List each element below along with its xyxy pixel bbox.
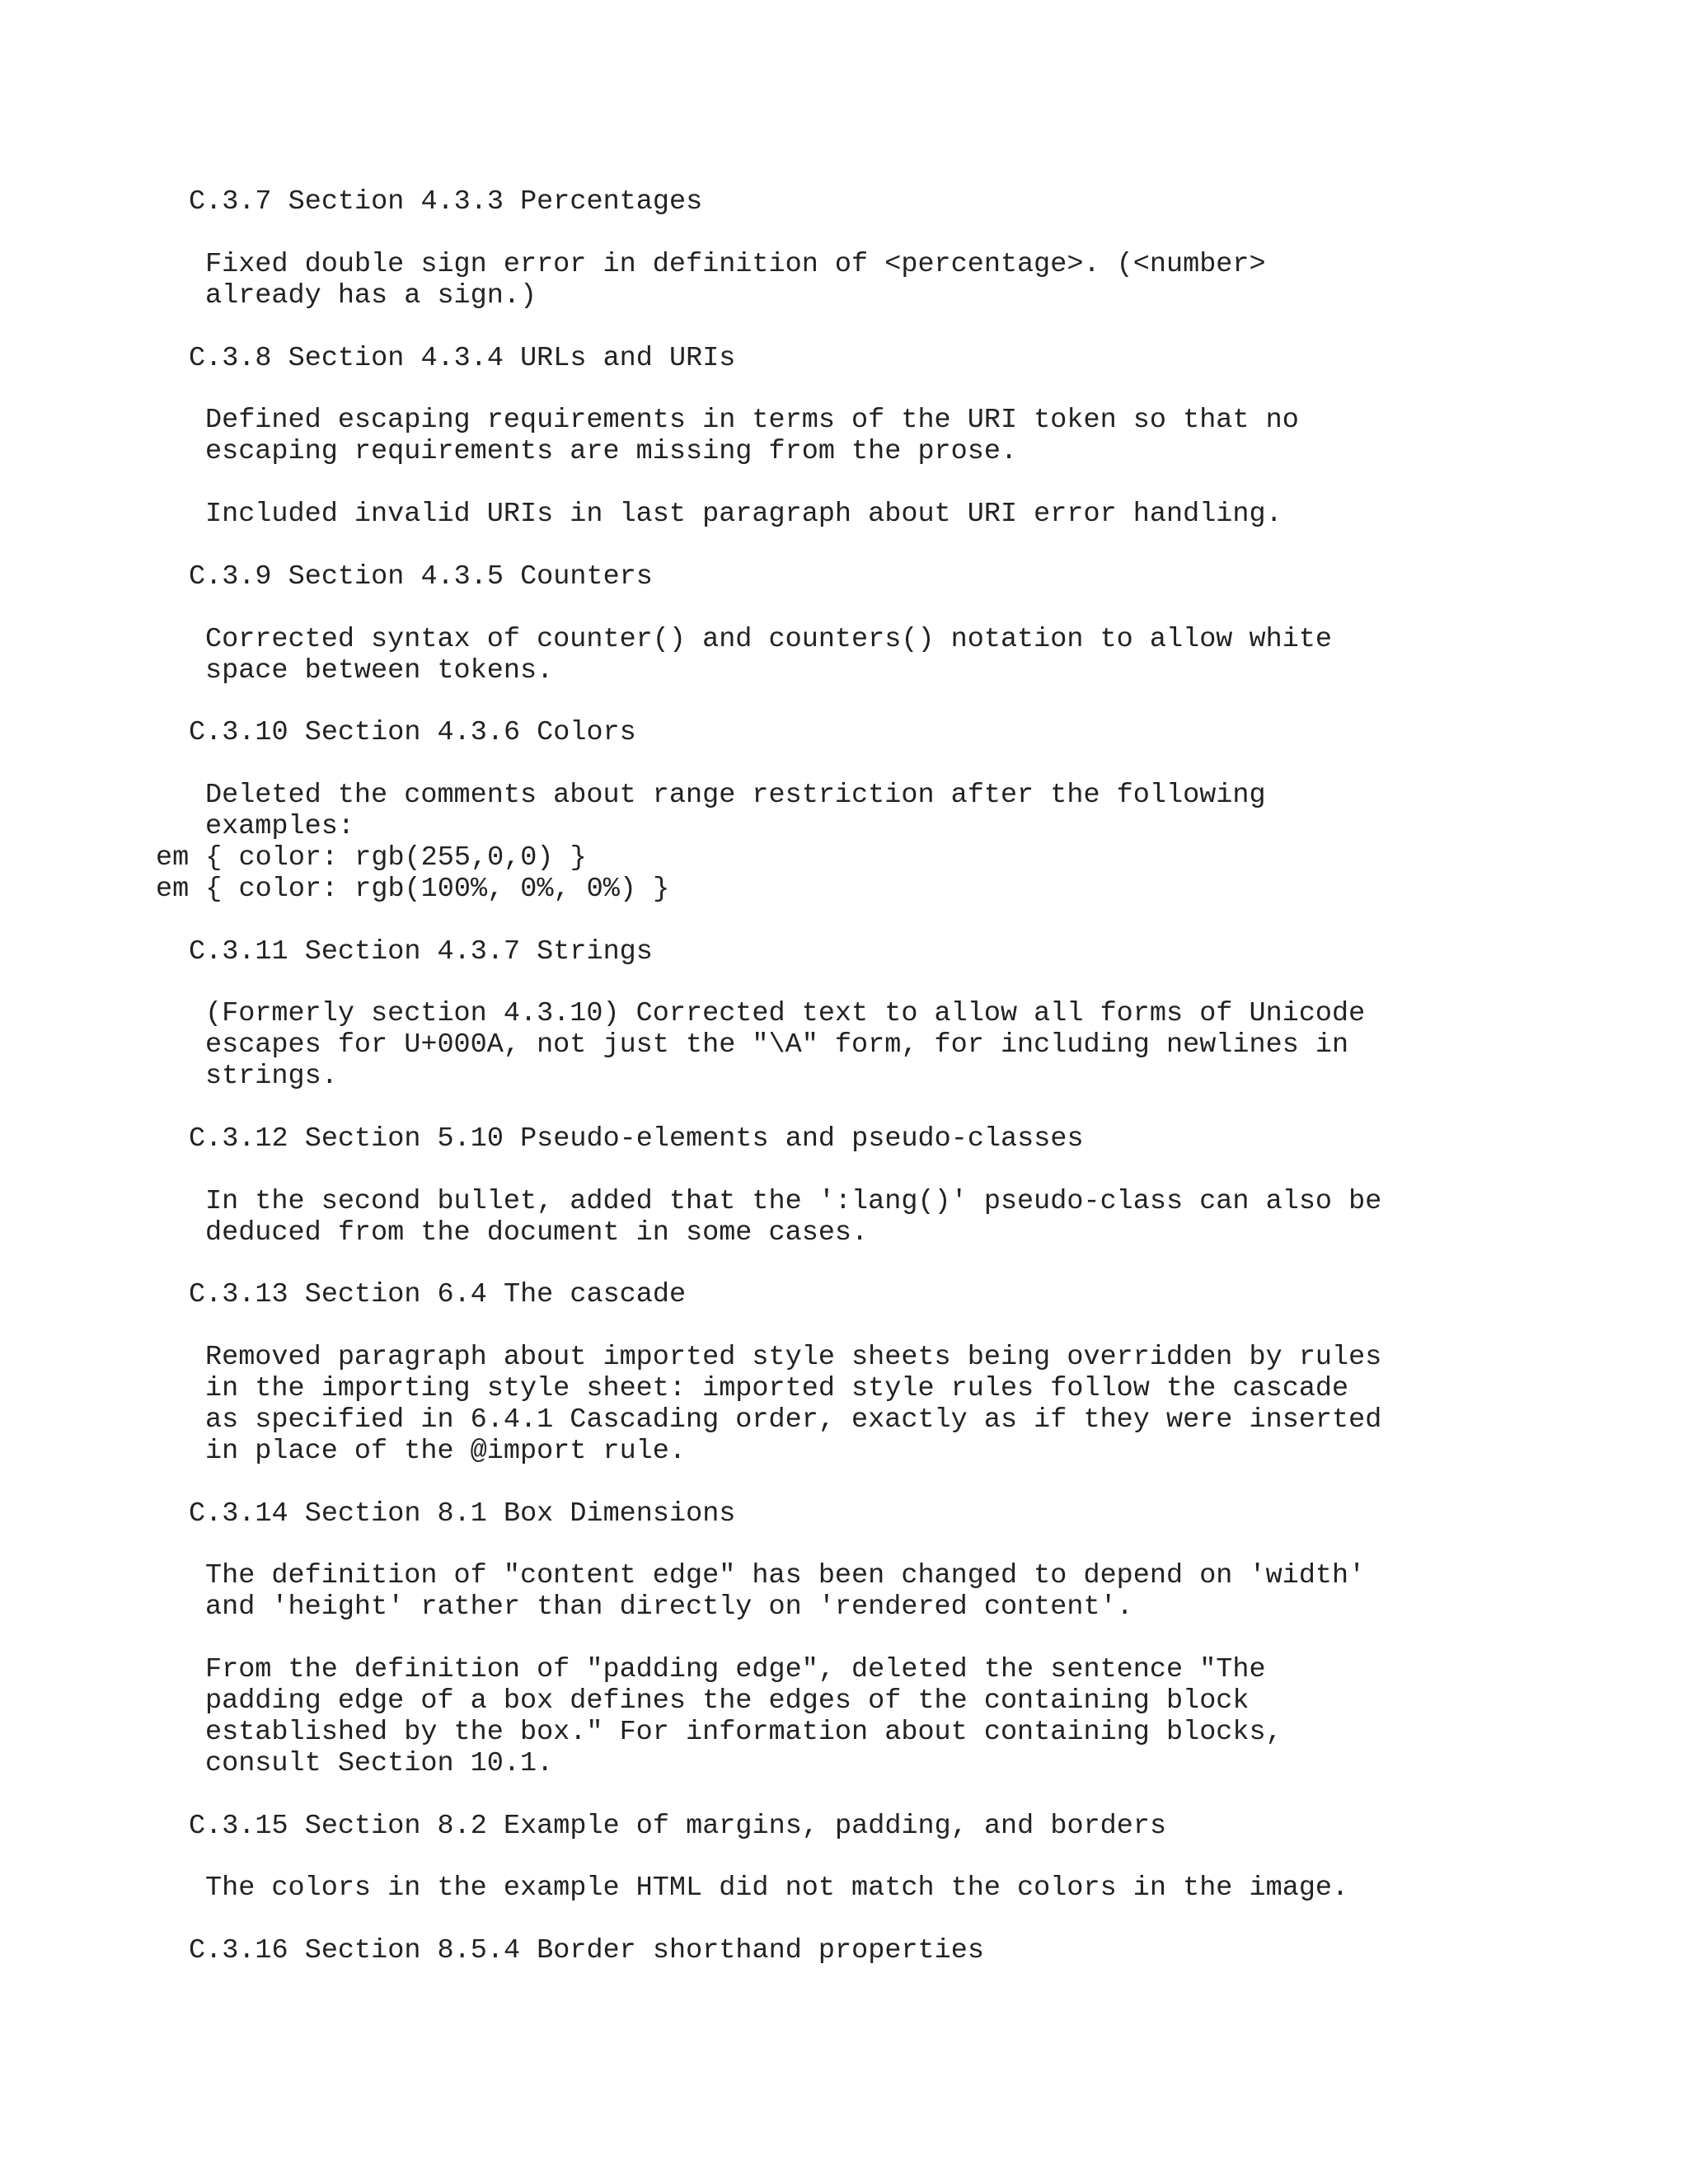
paragraph-line: consult Section 10.1. — [205, 1748, 554, 1779]
paragraph-line: Corrected syntax of counter() and counters() notation to allow white — [205, 624, 1333, 655]
paragraph-line: strings. — [205, 1061, 338, 1092]
paragraph-line: and 'height' rather than directly on 'rendered content'. — [205, 1591, 1133, 1623]
paragraph-line: Fixed double sign error in definition of <percentage>. (<number> — [205, 249, 1266, 280]
section-heading: C.3.10 Section 4.3.6 Colors — [189, 717, 636, 748]
paragraph-line: Included invalid URIs in last paragraph about URI error handling. — [205, 499, 1282, 530]
paragraph-line: Deleted the comments about range restriction after the following — [205, 780, 1266, 811]
paragraph-line: established by the box." For information about containing blocks, — [205, 1717, 1282, 1748]
section-heading: C.3.8 Section 4.3.4 URLs and URIs — [189, 343, 736, 374]
paragraph-line: examples: — [205, 811, 354, 842]
paragraph-line: (Formerly section 4.3.10) Corrected text to allow all forms of Unicode — [205, 998, 1366, 1029]
section-heading: C.3.9 Section 4.3.5 Counters — [189, 561, 653, 593]
paragraph-line: escaping requirements are missing from the prose. — [205, 436, 1018, 467]
section-heading: C.3.16 Section 8.5.4 Border shorthand properties — [189, 1935, 984, 1966]
section-heading: C.3.12 Section 5.10 Pseudo-elements and pseudo-classes — [189, 1123, 1084, 1155]
paragraph-line: in place of the @import rule. — [205, 1436, 686, 1467]
paragraph-line: in the importing style sheet: imported style rules follow the cascade — [205, 1373, 1349, 1404]
section-heading: C.3.7 Section 4.3.3 Percentages — [189, 186, 703, 218]
paragraph-line: In the second bullet, added that the ':lang()' pseudo-class can also be — [205, 1186, 1382, 1217]
paragraph-line: as specified in 6.4.1 Cascading order, exactly as if they were inserted — [205, 1404, 1382, 1436]
paragraph-line: The definition of "content edge" has been changed to depend on 'width' — [205, 1560, 1366, 1591]
paragraph-line: Removed paragraph about imported style sheets being overridden by rules — [205, 1342, 1382, 1373]
section-heading: C.3.14 Section 8.1 Box Dimensions — [189, 1498, 736, 1530]
paragraph-line: already has a sign.) — [205, 280, 537, 312]
paragraph-line: space between tokens. — [205, 655, 554, 687]
section-heading: C.3.11 Section 4.3.7 Strings — [189, 936, 653, 968]
code-line: em { color: rgb(255,0,0) } — [156, 842, 587, 874]
paragraph-line: Defined escaping requirements in terms of the URI token so that no — [205, 405, 1299, 436]
code-line: em { color: rgb(100%, 0%, 0%) } — [156, 874, 670, 905]
paragraph-line: From the definition of "padding edge", deleted the sentence "The — [205, 1654, 1266, 1685]
section-heading: C.3.13 Section 6.4 The cascade — [189, 1279, 687, 1310]
paragraph-line: deduced from the document in some cases. — [205, 1217, 869, 1249]
paragraph-line: escapes for U+000A, not just the "\A" form, for including newlines in — [205, 1029, 1349, 1061]
section-heading: C.3.15 Section 8.2 Example of margins, padding, and borders — [189, 1811, 1167, 1842]
paragraph-line: The colors in the example HTML did not match the colors in the image. — [205, 1872, 1349, 1904]
paragraph-line: padding edge of a box defines the edges of the containing block — [205, 1685, 1250, 1717]
